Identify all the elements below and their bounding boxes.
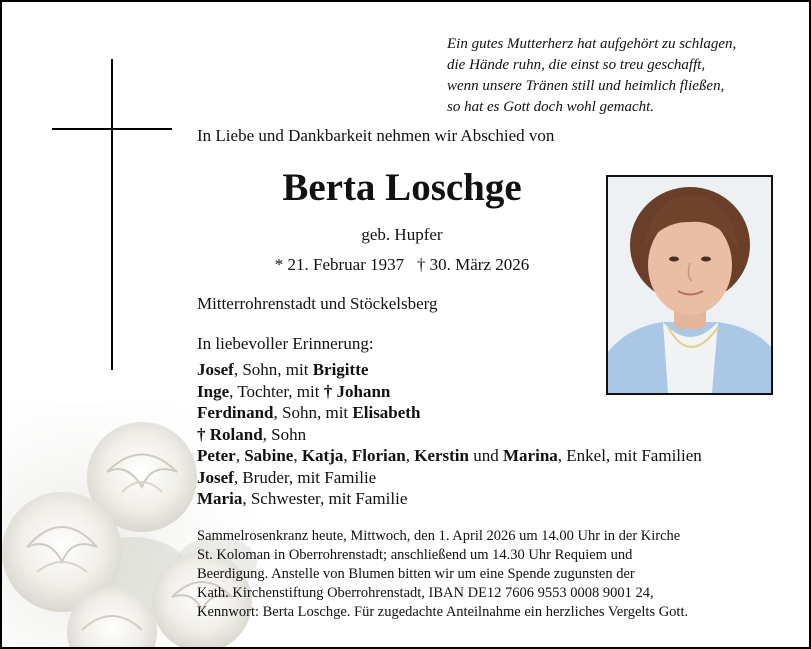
relative-line <box>197 488 702 510</box>
intro-text: In Liebe und Dankbarkeit nehmen wir Abschied von <box>197 126 555 145</box>
relative-name: Inge <box>197 381 230 401</box>
relative-name: Kerstin <box>414 446 469 465</box>
separator: , <box>343 446 352 465</box>
relative-name: Maria <box>197 489 243 508</box>
relative-name: † Johann <box>323 381 391 401</box>
relative-line <box>197 402 702 424</box>
relative-relation: , Tochter, mit <box>229 381 324 401</box>
relative-line <box>197 445 702 467</box>
notice-line: St. Koloman in Oberrohrenstadt; anschließend um 14.30 Uhr Requiem und <box>197 547 633 563</box>
separator: , <box>235 446 245 465</box>
relative-relation: , Schwester, mit Familie <box>242 489 408 508</box>
relative-line <box>197 467 702 489</box>
cross-horizontal-bar <box>52 128 172 130</box>
relative-name: Josef <box>197 360 234 379</box>
notice-line: Kath. Kirchenstiftung Oberrohrenstadt, IBAN DE12 7606 9553 0008 9001 24, <box>197 585 654 601</box>
relative-relation: , Enkel, mit Familien <box>557 446 702 465</box>
relative-name: Marina <box>503 446 558 465</box>
poem-line: die Hände ruhn, die einst so treu geschafft, <box>447 57 706 73</box>
life-dates: * 21. Februar 1937 † 30. März 2026 <box>274 255 530 274</box>
separator: und <box>469 446 503 465</box>
memory-heading: In liebevoller Erinnerung: <box>197 334 374 353</box>
poem <box>447 34 736 118</box>
relative-name: Sabine <box>244 446 294 465</box>
cross-vertical-bar <box>111 59 113 370</box>
notice-line: Sammelrosenkranz heute, Mittwoch, den 1. April 2026 um 14.00 Uhr in der Kirche <box>197 528 681 544</box>
poem-line: wenn unsere Tränen still und heimlich fließen, <box>447 78 725 94</box>
separator: , <box>293 446 302 465</box>
relative-relation: , Sohn <box>262 424 307 444</box>
relative-name: Katja <box>301 446 344 465</box>
portrait-photo <box>606 175 773 395</box>
notice-line: Kennwort: Berta Loschge. Für zugedachte Anteilnahme ein herzliches Vergelts Gott. <box>197 604 689 620</box>
place-names: Mitterrohrenstadt und Stöckelsberg <box>197 294 438 313</box>
poem-line: Ein gutes Mutterherz hat aufgehört zu schlagen, <box>447 36 737 52</box>
poem-line: so hat es Gott doch wohl gemacht. <box>447 99 655 115</box>
relative-name: Peter <box>197 446 236 465</box>
notice-line: Beerdigung. Anstelle von Blumen bitten wir um eine Spende zugunsten der <box>197 566 635 582</box>
relative-name: Elisabeth <box>352 403 421 422</box>
relative-line <box>197 424 702 446</box>
maiden-name: geb. Hupfer <box>361 225 443 244</box>
relative-name: Josef <box>197 467 234 487</box>
funeral-notice <box>197 527 688 622</box>
relative-name: Florian <box>351 446 406 465</box>
relative-relation: , Sohn, mit <box>273 403 353 422</box>
separator: , <box>405 446 415 465</box>
deceased-name: Berta Loschge <box>282 166 522 209</box>
relative-relation: , Sohn, mit <box>233 360 313 379</box>
relative-relation: , Bruder, mit Familie <box>233 467 377 487</box>
portrait-image <box>608 177 771 393</box>
relative-name: Brigitte <box>312 360 369 379</box>
relative-name: Ferdinand <box>197 403 274 422</box>
relative-name: † Roland <box>197 424 263 444</box>
